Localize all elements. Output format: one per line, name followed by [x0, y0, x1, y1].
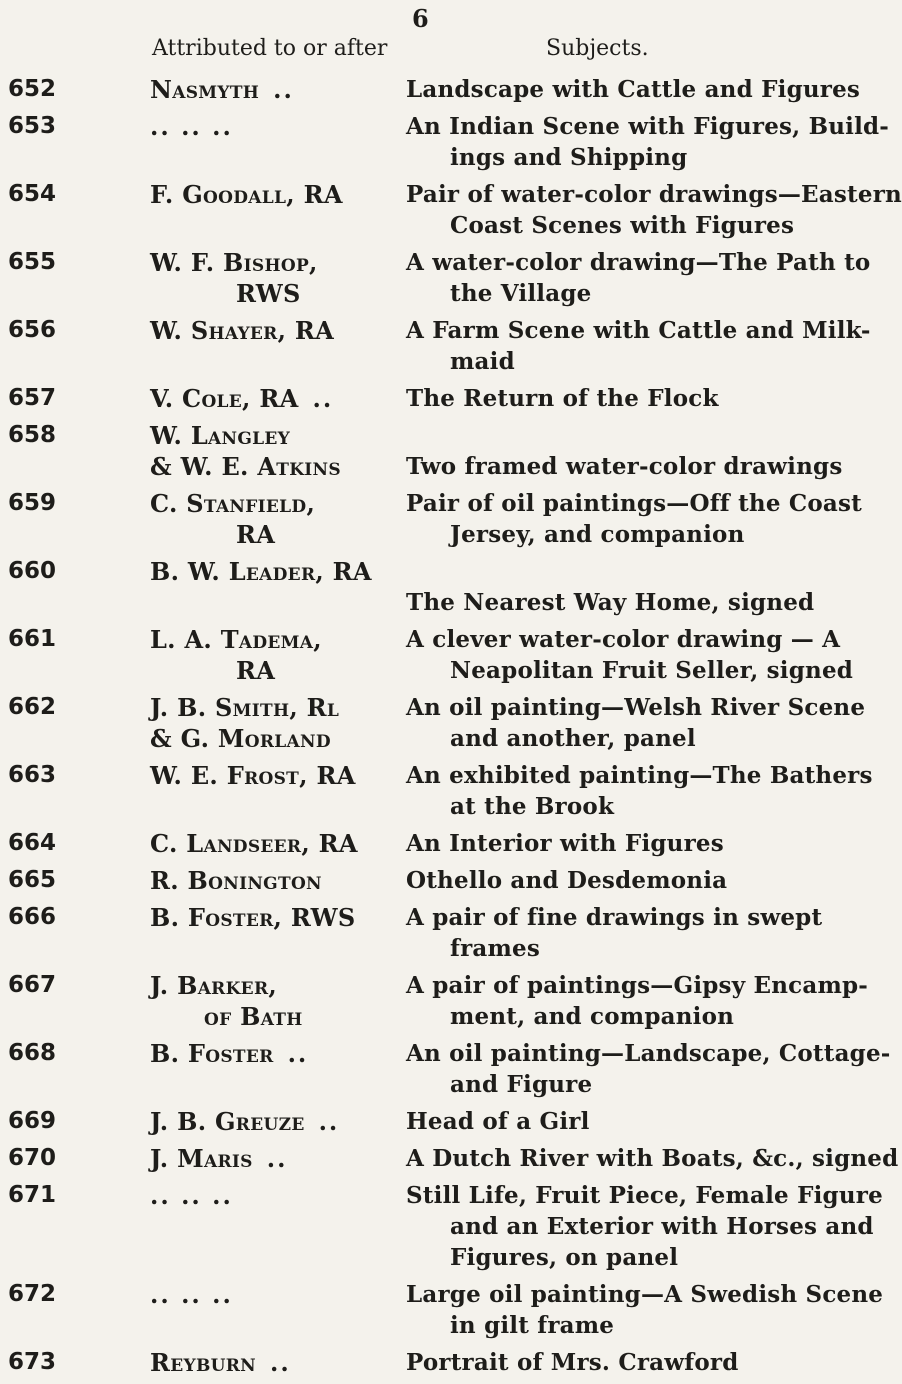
lot-subject-continued: Neapolitan Fruit Seller, signed [450, 657, 854, 684]
artist-leader-dots: .. [270, 1348, 291, 1377]
lot-number: 656 [8, 317, 57, 343]
lot-number: 671 [8, 1182, 57, 1208]
artist-leader-dots: .. .. .. [150, 112, 233, 141]
lot-artist [150, 556, 372, 587]
lot-artist [150, 315, 334, 346]
lot-subject: A water-color drawing—The Path to [406, 249, 871, 276]
lot-subject: Portrait of Mrs. Crawford [406, 1349, 739, 1376]
lot-number: 662 [8, 694, 57, 720]
lot-artist [150, 1279, 233, 1310]
artist-name: C. Landseer, RA [150, 829, 358, 858]
lot-number: 661 [8, 626, 57, 652]
lot-subject-continued: and Figure [450, 1071, 593, 1098]
lot-entry [0, 1347, 800, 1384]
lot-entry [0, 1279, 884, 1347]
artist-name: J. B. Greuze [150, 1107, 305, 1136]
lot-number: 664 [8, 830, 57, 856]
lot-artist [150, 179, 343, 210]
lot-number: 653 [8, 113, 57, 139]
lot-entry [0, 1180, 883, 1279]
lot-entry [0, 488, 863, 556]
lot-subject-continued: Jersey, and companion [450, 521, 745, 548]
lot-number: 669 [8, 1108, 57, 1134]
lot-subject: A Farm Scene with Cattle and Milk- [406, 317, 871, 344]
lot-entry [0, 865, 800, 902]
lot-artist [150, 1180, 233, 1211]
lot-number: 667 [8, 972, 57, 998]
lot-artist [150, 420, 290, 451]
artist-name: Nasmyth [150, 75, 260, 104]
lot-number: 655 [8, 249, 57, 275]
lot-artist [150, 902, 355, 933]
lot-entry [0, 247, 871, 315]
lot-entry [0, 902, 823, 970]
artist-name: W. F. Bishop, [150, 248, 318, 277]
artist-name-continued: RA [236, 520, 276, 549]
lot-number: 665 [8, 867, 57, 893]
lot-entry [0, 1143, 899, 1180]
lot-number: 666 [8, 904, 57, 930]
lot-artist [150, 1106, 339, 1137]
lot-subject-continued: the Village [450, 280, 592, 307]
lot-artist [150, 865, 322, 896]
lot-entry [0, 1038, 891, 1106]
artist-name: J. Barker, [150, 971, 278, 1000]
lot-entry [0, 1106, 800, 1143]
lot-subject: A clever water-color drawing — A [406, 626, 841, 653]
lot-entry [0, 111, 890, 179]
lot-artist [150, 970, 277, 1001]
lot-subject: An oil painting—Welsh River Scene [406, 694, 866, 721]
artist-leader-dots: .. .. .. [150, 1280, 233, 1309]
artist-name: F. Goodall, RA [150, 180, 343, 209]
lot-entry [0, 420, 843, 488]
lot-number: 659 [8, 490, 57, 516]
lot-artist [150, 247, 318, 278]
artist-name: W. E. Frost, RA [150, 761, 356, 790]
lot-subject-continued: frames [450, 935, 541, 962]
lot-subject: A pair of fine drawings in swept [406, 904, 823, 931]
artist-name: Reyburn [150, 1348, 256, 1377]
lot-entry [0, 556, 815, 624]
lot-subject: A Dutch River with Boats, &c., signed [406, 1145, 899, 1172]
lot-number: 672 [8, 1281, 57, 1307]
artist-leader-dots: .. .. .. [150, 1181, 233, 1210]
lot-subject: Still Life, Fruit Piece, Female Figure [406, 1182, 883, 1209]
lot-subject: Pair of water-color drawings—Eastern [406, 181, 902, 208]
lot-subject: An Interior with Figures [406, 830, 724, 857]
lot-artist [150, 111, 233, 142]
lot-artist [150, 1347, 291, 1378]
artist-name-continued: RWS [236, 279, 301, 308]
lot-entry [0, 970, 869, 1038]
lot-subject: An Indian Scene with Figures, Build- [406, 113, 890, 140]
lot-subject: Pair of oil paintings—Off the Coast [406, 490, 863, 517]
lot-artist [150, 488, 315, 519]
lot-number: 673 [8, 1349, 57, 1375]
lot-number: 663 [8, 762, 57, 788]
lot-subject: A pair of paintings—Gipsy Encamp- [406, 972, 869, 999]
lot-subject: An oil painting—Landscape, Cottage- [406, 1040, 891, 1067]
lot-artist [150, 383, 333, 414]
lot-subject-continued: in gilt frame [450, 1312, 615, 1339]
lot-artist [150, 74, 294, 105]
lot-artist [150, 692, 339, 723]
lot-subject-continued: maid [450, 348, 515, 375]
lot-artist [150, 828, 358, 859]
artist-name: C. Stanfield, [150, 489, 316, 518]
artist-leader-dots: .. [312, 384, 334, 413]
artist-name: W. Langley [150, 421, 291, 450]
lot-subject-continued: and another, panel [450, 725, 696, 752]
lot-entry [0, 74, 861, 111]
artist-name: J. B. Smith, Rl [150, 693, 340, 722]
lot-artist [150, 1143, 287, 1174]
lot-entry [0, 828, 800, 865]
lot-subject: The Return of the Flock [406, 385, 719, 412]
lot-subject: Othello and Desdemonia [406, 867, 728, 894]
lot-subject: Large oil painting—A Swedish Scene [406, 1281, 884, 1308]
artist-name-continued: & W. E. Atkins [150, 452, 341, 481]
artist-leader-dots: .. [287, 1039, 309, 1068]
lot-subject-continued: Coast Scenes with Figures [450, 212, 795, 239]
lot-number: 670 [8, 1145, 57, 1171]
lot-entry [0, 692, 866, 760]
header-attributed: Attributed to or after [152, 36, 388, 61]
artist-name: L. A. Tadema, [150, 625, 322, 654]
artist-name: W. Shayer, RA [150, 316, 335, 345]
lot-number: 654 [8, 181, 57, 207]
lot-entry [0, 760, 873, 828]
artist-leader-dots: .. [266, 1144, 288, 1173]
lot-entry [0, 383, 800, 420]
artist-name: B. Foster, RWS [150, 903, 356, 932]
header-subjects: Subjects. [546, 36, 649, 61]
lot-subject: An exhibited painting—The Bathers [406, 762, 873, 789]
artist-leader-dots: .. [318, 1107, 340, 1136]
lot-number: 652 [8, 76, 57, 102]
lot-subject: Landscape with Cattle and Figures [406, 76, 861, 103]
lot-entry [0, 179, 902, 247]
lot-subject-continued: Figures, on panel [450, 1244, 679, 1271]
artist-name: J. Maris [150, 1144, 253, 1173]
lot-number: 658 [8, 422, 57, 448]
lot-subject-continued: ings and Shipping [450, 144, 688, 171]
artist-name: V. Cole, RA [150, 384, 299, 413]
lot-number: 668 [8, 1040, 57, 1066]
lot-artist [150, 624, 322, 655]
lot-list [0, 74, 902, 1384]
lot-number: 660 [8, 558, 57, 584]
artist-name-continued: of Bath [204, 1002, 303, 1031]
lot-subject-continued: at the Brook [450, 793, 615, 820]
artist-name-continued: RA [236, 656, 276, 685]
lot-artist [150, 760, 356, 791]
lot-entry [0, 624, 854, 692]
artist-name: B. Foster [150, 1039, 274, 1068]
page-number: 6 [412, 4, 429, 33]
lot-subject-continued: ment, and companion [450, 1003, 735, 1030]
lot-entry [0, 315, 871, 383]
lot-subject-continued: The Nearest Way Home, signed [406, 589, 815, 616]
artist-leader-dots: .. [273, 75, 294, 104]
lot-subject: Head of a Girl [406, 1108, 590, 1135]
lot-number: 657 [8, 385, 57, 411]
lot-subject-continued: Two framed water-color drawings [406, 453, 843, 480]
artist-name-continued: & G. Morland [150, 724, 331, 753]
artist-name: R. Bonington [150, 866, 322, 895]
lot-subject-continued: and an Exterior with Horses and [450, 1213, 874, 1240]
lot-artist [150, 1038, 308, 1069]
artist-name: B. W. Leader, RA [150, 557, 372, 586]
